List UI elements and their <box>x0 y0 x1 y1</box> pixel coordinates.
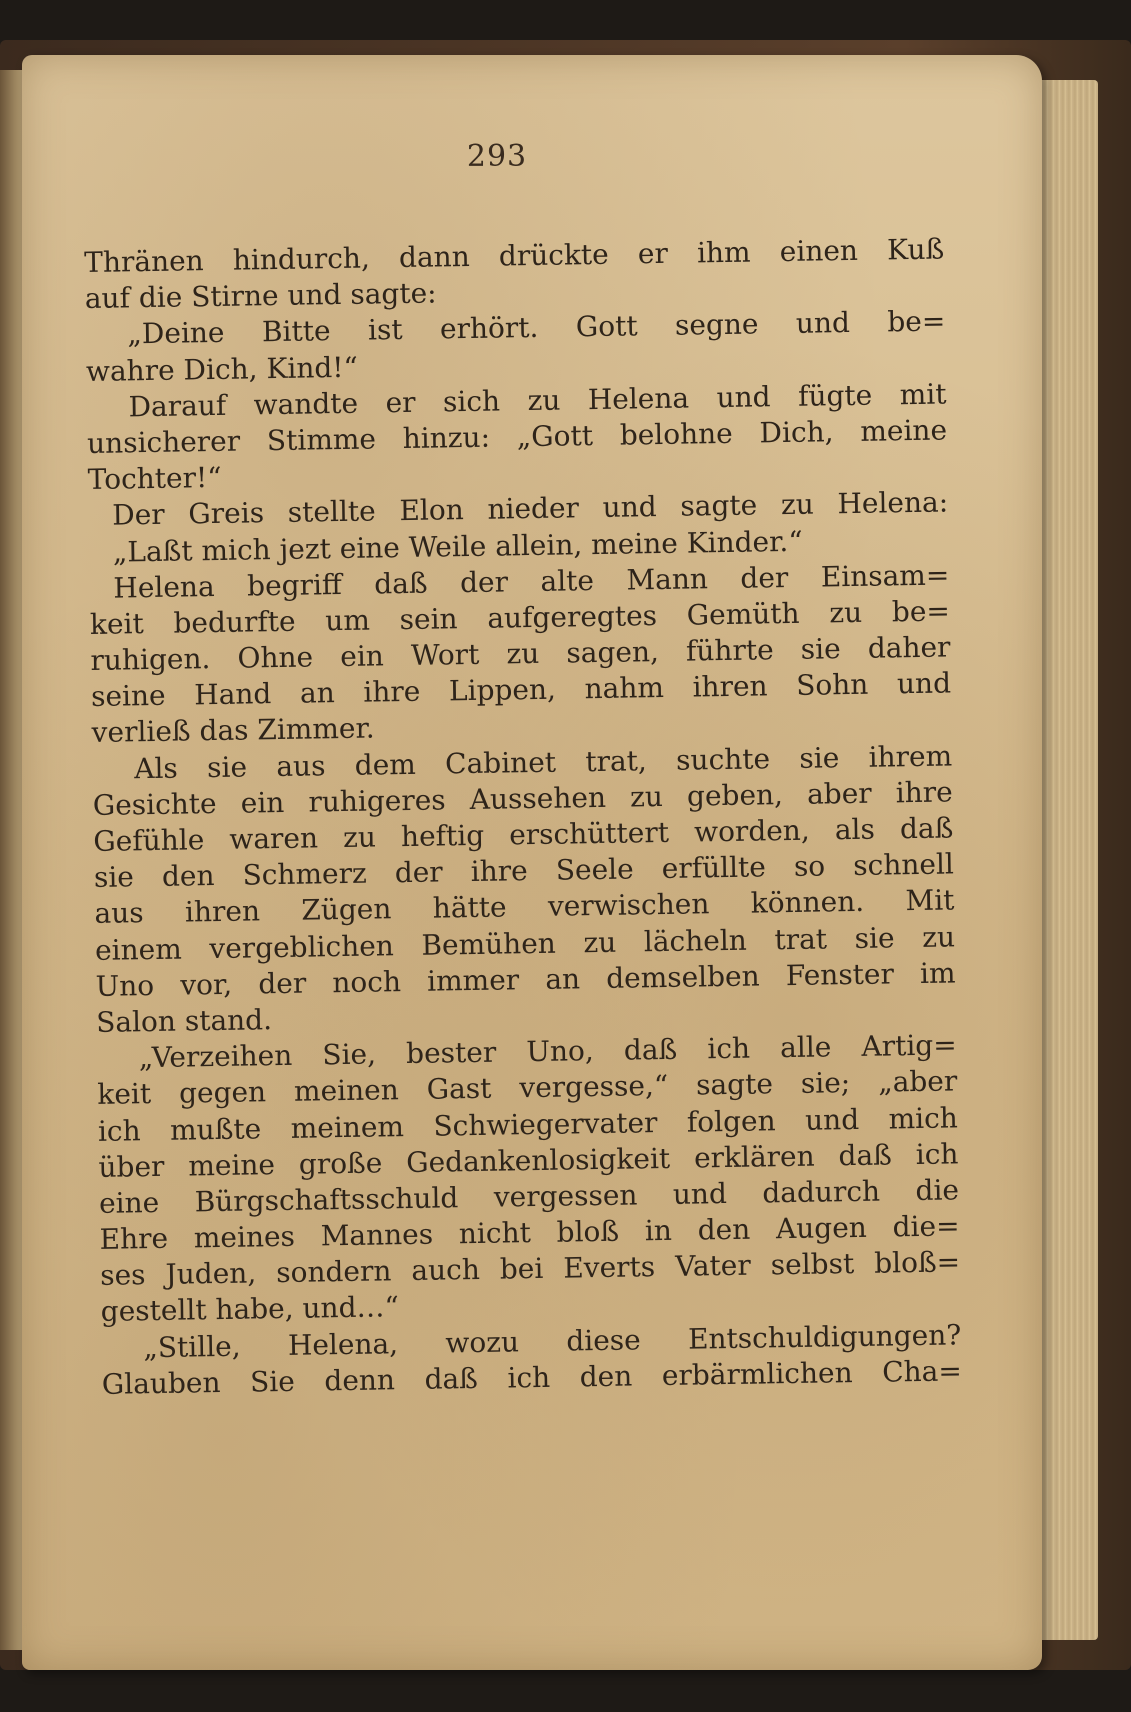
text-line: Thränen hindurch, dann drückte er ihm einen Kuß <box>84 232 945 279</box>
text-line: unsicherer Stimme hinzu: „Gott belohne Dich, meine <box>86 413 948 460</box>
text-line: seine Hand an ihre Lippen, nahm ihren Sohn und <box>90 666 952 714</box>
text-line: keit gegen meinen Gast vergesse,“ sagte sie; „aber <box>97 1064 958 1112</box>
text-line: „Deine Bitte ist erhört. Gott segne und be= <box>127 304 946 351</box>
book-page <box>22 55 1042 1670</box>
text-line: ruhigen. Ohne ein Wort zu sagen, führte sie daher <box>90 630 951 678</box>
text-line: Glauben Sie denn daß ich den erbärmlichen Cha= <box>101 1354 963 1401</box>
text-line: ich mußte meinem Schwiegervater folgen und mich <box>97 1100 959 1148</box>
text-line: einem vergeblichen Bemühen zu lächeln trat sie zu <box>94 919 956 967</box>
text-line: verließ das Zimmer. <box>91 711 375 750</box>
text-line: Gefühle waren zu heftig erschüttert worden, als daß <box>93 811 954 858</box>
text-line: über meine große Gedankenlosigkeit erklären daß ich <box>98 1137 959 1184</box>
text-line: „Laßt mich jezt eine Weile allein, meine Kinder.“ <box>112 524 803 569</box>
text-line: Tochter!“ <box>87 460 222 497</box>
text-line: „Verzeihen Sie, bester Uno, daß ich alle Artig= <box>138 1028 957 1075</box>
text-line: ses Juden, sondern auch bei Everts Vater selbst bloß= <box>99 1245 961 1293</box>
page-number: 293 <box>466 139 528 174</box>
text-line: aus ihren Zügen hätte verwischen können. Mit <box>94 883 955 931</box>
text-line: Als sie aus dem Cabinet trat, suchte sie ihrem <box>133 739 953 785</box>
text-line: wahre Dich, Kind!“ <box>85 350 359 388</box>
text-line: auf die Stirne und sagte: <box>84 276 437 316</box>
text-line: sie den Schmerz der ihre Seele erfüllte so schnell <box>93 847 955 895</box>
body-text <box>84 231 962 1402</box>
text-line: Gesichte ein ruhigeres Aussehen zu geben, aber ihre <box>92 775 953 822</box>
text-line: keit bedurfte um sein aufgeregtes Gemüth zu be= <box>89 594 951 641</box>
text-line: Der Greis stellte Elon nieder und sagte zu Helena: <box>111 485 949 532</box>
text-line: Darauf wandte er sich zu Helena und fügte mit <box>128 377 947 424</box>
text-line: „Stille, Helena, wozu diese Entschuldigungen? <box>143 1317 962 1364</box>
text-line: Uno vor, der noch immer an demselben Fenster im <box>95 956 956 1003</box>
text-line: eine Bürgschaftsschuld vergessen und dadurch die <box>98 1173 960 1220</box>
text-line: Salon stand. <box>95 1003 273 1039</box>
text-line: gestellt habe, und…“ <box>100 1290 400 1329</box>
text-line: Ehre meines Mannes nicht bloß in den Augen die= <box>99 1209 960 1256</box>
text-line: Helena begriff daß der alte Mann der Einsam= <box>113 558 950 605</box>
